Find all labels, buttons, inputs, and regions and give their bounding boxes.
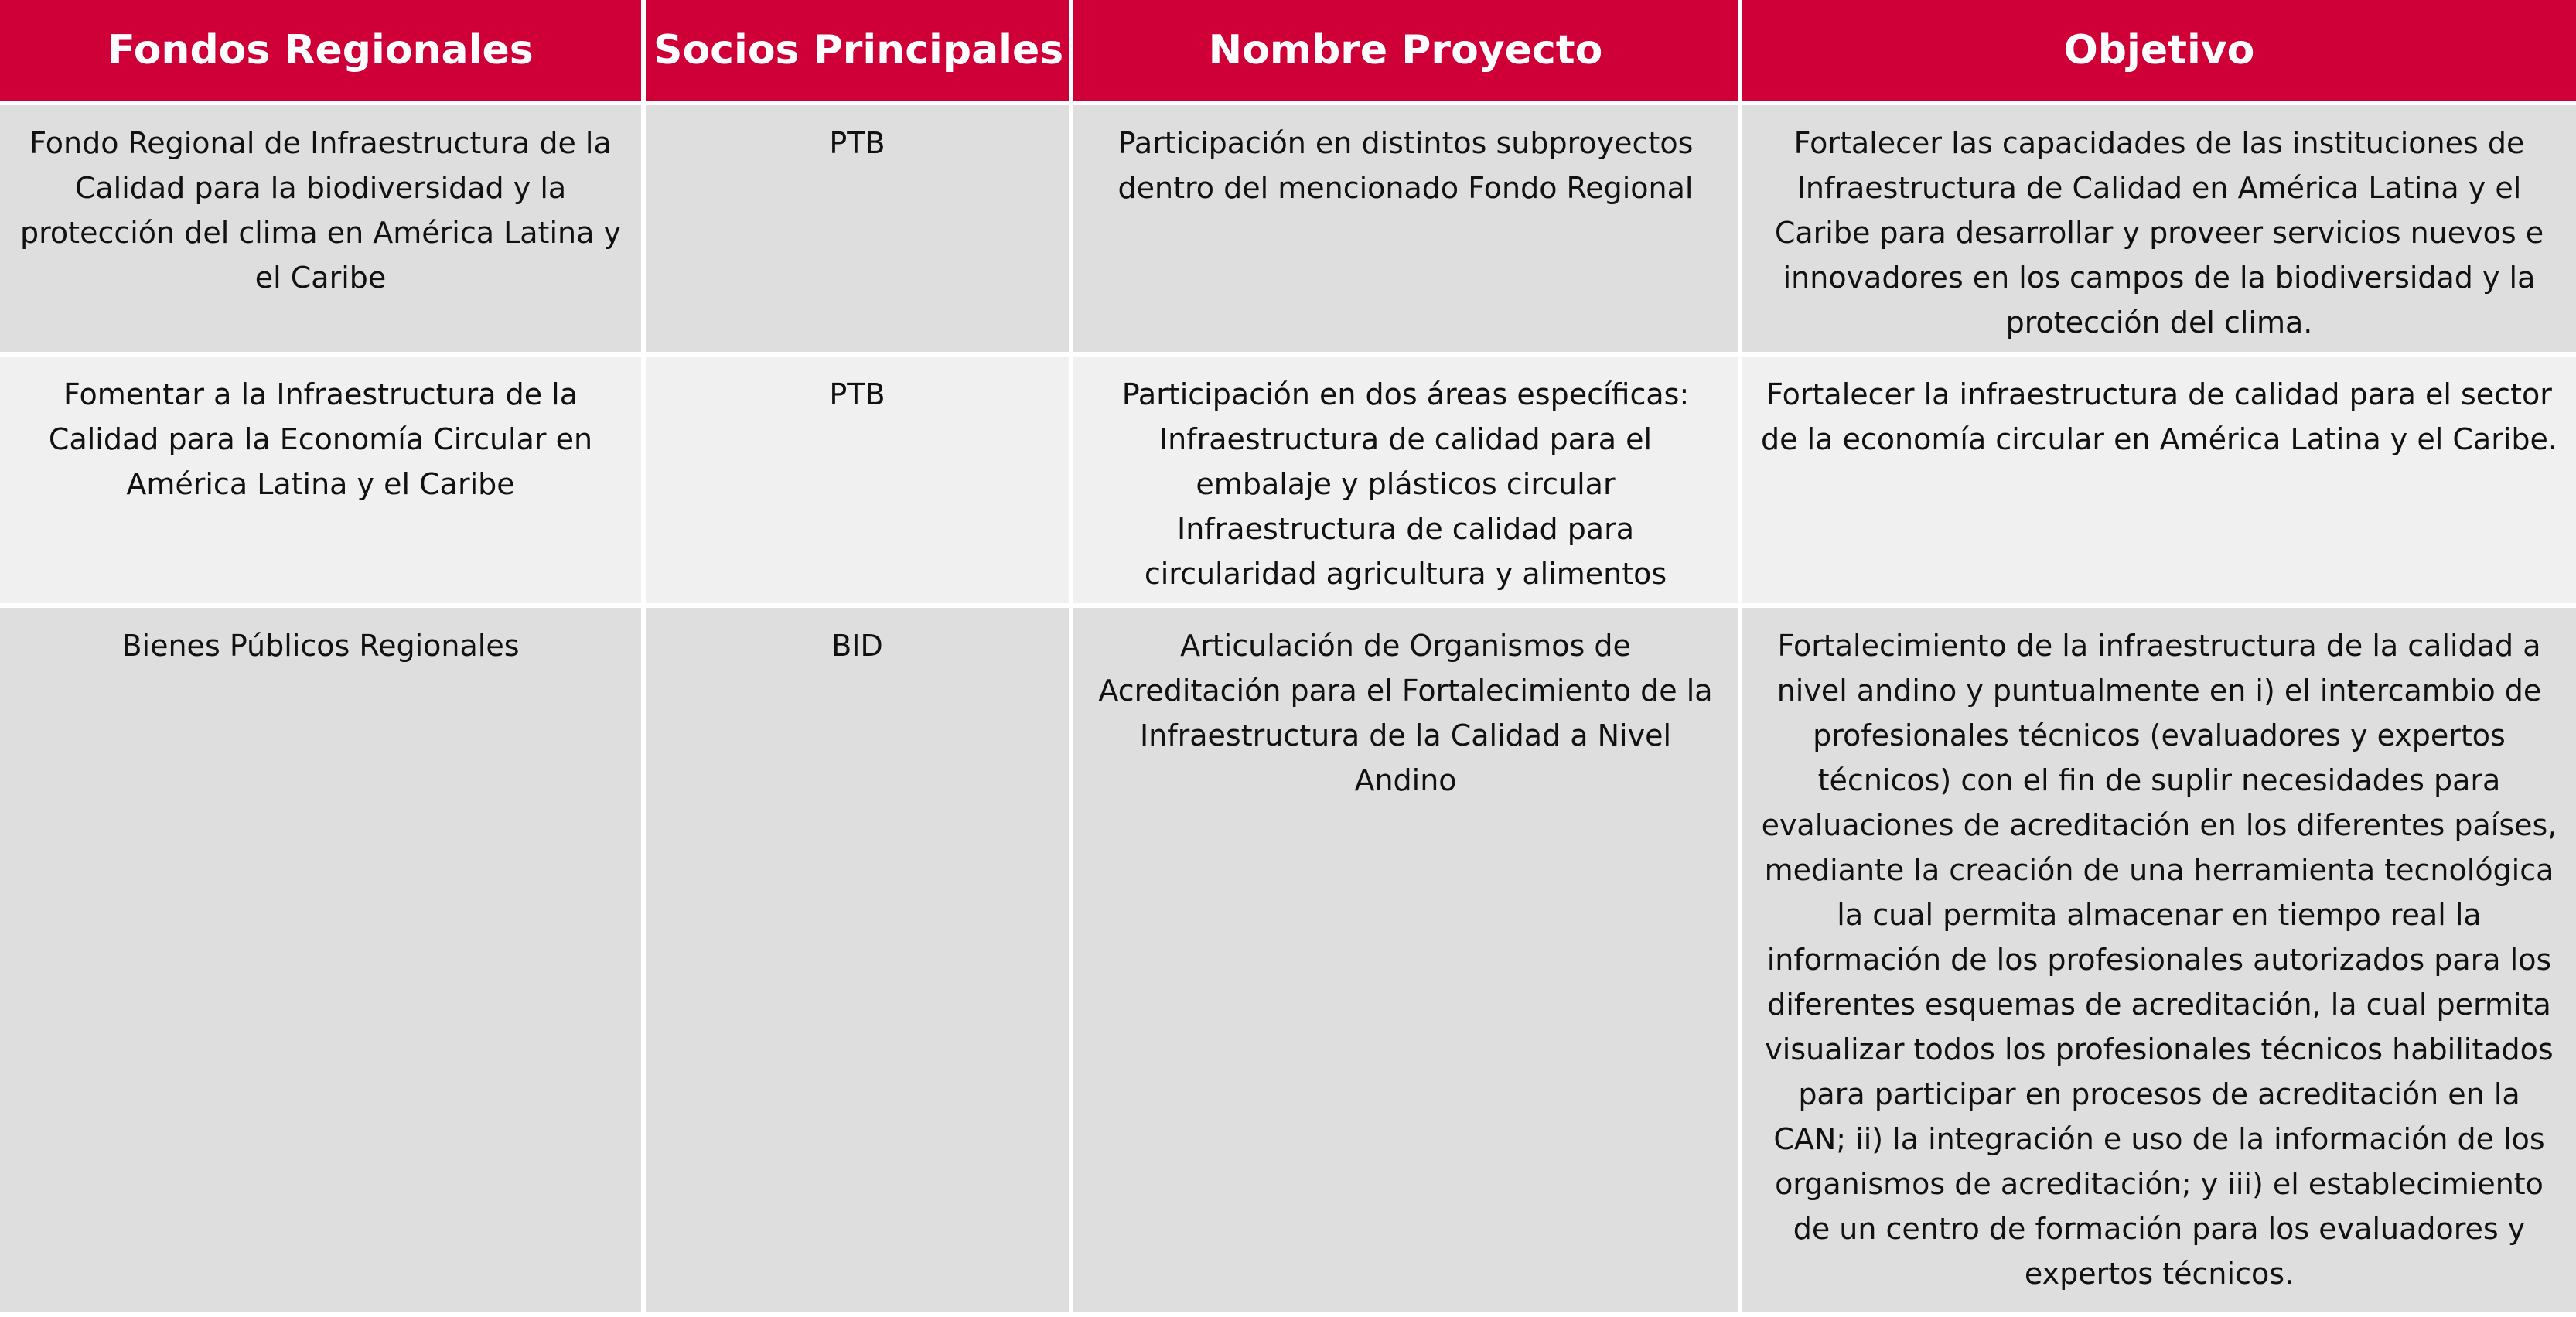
header-socios-principales: Socios Principales [646, 0, 1073, 105]
cell-proyecto: Articulación de Organismos de Acreditación para el Fortalecimiento de la Infraestructura de la Calidad a Nivel Andino [1073, 608, 1742, 1317]
cell-proyecto: Participación en distintos subproyectos dentro del mencionado Fondo Regional [1073, 105, 1742, 357]
table-row [0, 357, 2576, 608]
cell-objetivo: Fortalecer la infraestructura de calidad para el sector de la economía circular en América Latina y el Caribe. [1742, 357, 2576, 608]
cell-socio: BID [646, 608, 1073, 1317]
header-fondos-regionales: Fondos Regionales [0, 0, 646, 105]
header-objetivo: Objetivo [1742, 0, 2576, 105]
table-header-row [0, 0, 2576, 105]
cell-fondo: Bienes Públicos Regionales [0, 608, 646, 1317]
table-row [0, 105, 2576, 357]
cell-socio: PTB [646, 357, 1073, 608]
cell-proyecto: Participación en dos áreas específicas: Infraestructura de calidad para el embalaje y plásticos circular Infraestructura de calidad para circularidad agricultura y alimentos [1073, 357, 1742, 608]
header-nombre-proyecto: Nombre Proyecto [1073, 0, 1742, 105]
cell-objetivo: Fortalecimiento de la infraestructura de la calidad a nivel andino y puntualmente en i) el intercambio de profesionales técnicos (evaluadores y expertos técnicos) con el fin de suplir necesidades para evaluaciones de acreditación en los diferentes países, mediante la creación de una herramienta tecnológica la cual permita almacenar en tiempo real la información de los profesionales autorizados para los diferentes esquemas de acreditación, la cual permita visualizar todos los profesionales técnicos habilitados para participar en procesos de acreditación en la CAN; ii) la integración e uso de la información de los organismos de acreditación; y iii) el establecimiento de un centro de formación para los evaluadores y expertos técnicos. [1742, 608, 2576, 1317]
cell-fondo: Fomentar a la Infraestructura de la Calidad para la Economía Circular en América Latina y el Caribe [0, 357, 646, 608]
table-row [0, 608, 2576, 1317]
cell-fondo: Fondo Regional de Infraestructura de la Calidad para la biodiversidad y la protección del clima en América Latina y el Caribe [0, 105, 646, 357]
cell-objetivo: Fortalecer las capacidades de las instituciones de Infraestructura de Calidad en América Latina y el Caribe para desarrollar y proveer servicios nuevos e innovadores en los campos de la biodiversidad y la protección del clima. [1742, 105, 2576, 357]
cell-socio: PTB [646, 105, 1073, 357]
